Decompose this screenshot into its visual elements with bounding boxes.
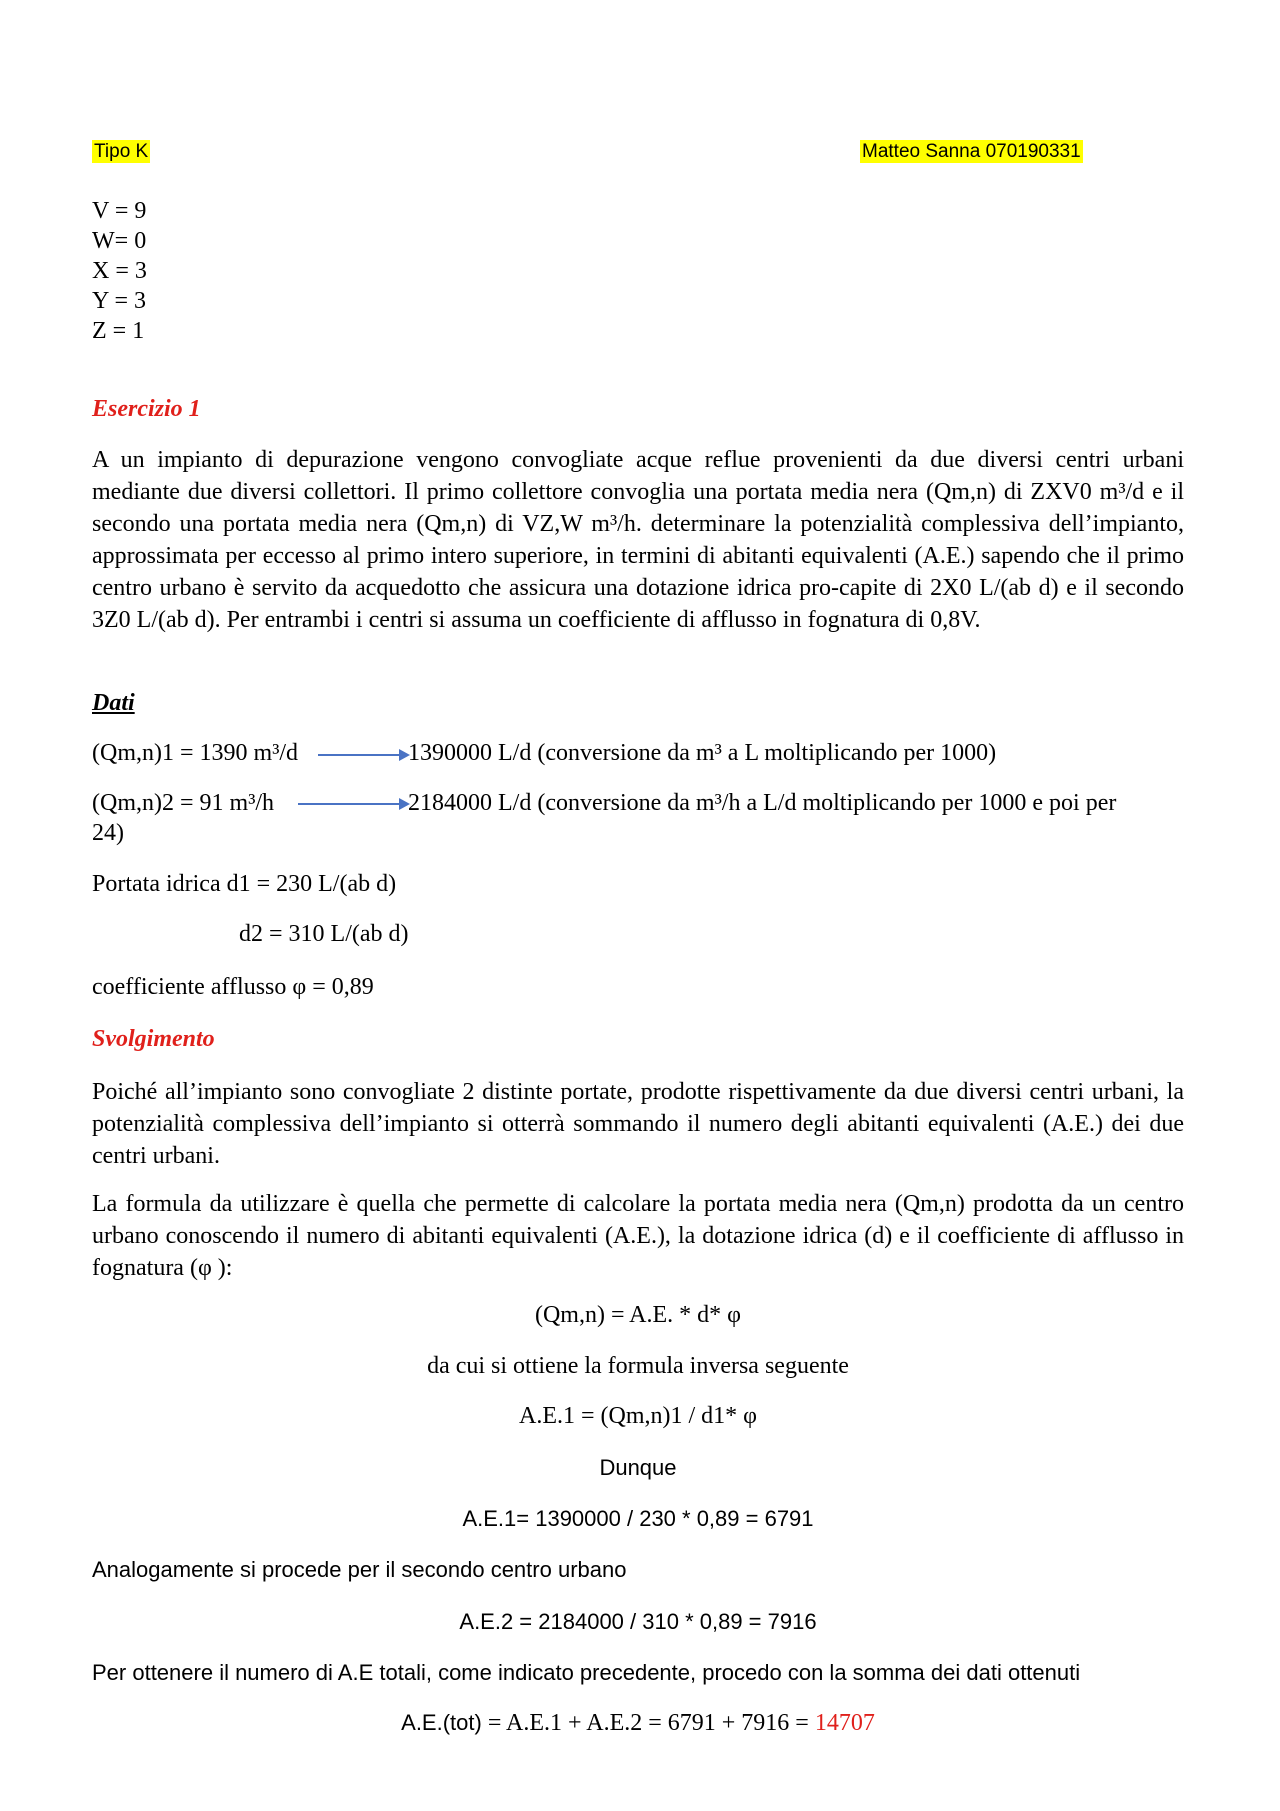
total-label: A.E.(tot) — [401, 1710, 482, 1735]
formula-inverse: A.E.1 = (Qm,n)1 / d1* φ — [518, 1403, 758, 1429]
calc-ae1: A.E.1= 1390000 / 230 * 0,89 = 6791 — [462, 1506, 814, 1531]
inverse-note: da cui si ottiene la formula inversa seguente — [427, 1353, 849, 1379]
total-result: 14707 — [814, 1710, 875, 1736]
svolgimento-title: Svolgimento — [92, 1026, 215, 1052]
author-label: Matteo Sanna 070190331 — [862, 141, 1081, 162]
author-tag — [860, 141, 1083, 163]
exercise-title: Esercizio 1 — [92, 396, 201, 422]
variable-w: W= 0 — [92, 228, 147, 254]
variable-y: Y = 3 — [92, 288, 146, 314]
formula-direct: (Qm,n) = A.E. * d* φ — [534, 1302, 742, 1328]
analog-note: Analogamente si procede per il secondo centro urbano — [92, 1557, 627, 1582]
svolgimento-paragraph-2: La formula da utilizzare è quella che permette di calcolare la portata media nera (Qm,n) prodotta da un centro urbano conoscendo il numero di abitanti equivalenti (A.E.), la dotazione idrica (d) e il coefficiente di afflusso in fognatura (φ ): — [92, 1191, 1184, 1281]
variables-list — [92, 196, 147, 346]
q1-left: (Qm,n)1 = 1390 m³/d — [92, 740, 299, 766]
arrow-right-icon — [298, 803, 408, 805]
coefficient-line: coefficiente afflusso φ = 0,89 — [92, 974, 374, 1000]
d1-line: Portata idrica d1 = 230 L/(ab d) — [92, 871, 397, 897]
svolgimento-paragraph-1: Poiché all’impianto sono convogliate 2 distinte portate, prodotte rispettivamente da due diversi centri urbani, la potenzialità complessiva dell’impianto si otterrà sommando il numero degli abitanti equivalenti (A.E.) dei due centri urbani. — [92, 1079, 1184, 1169]
q1-right: 1390000 L/d (conversione da m³ a L moltiplicando per 1000) — [408, 740, 997, 766]
arrow-right-icon — [318, 754, 408, 756]
calc-ae2: A.E.2 = 2184000 / 310 * 0,89 = 7916 — [459, 1609, 817, 1634]
q2-left: (Qm,n)2 = 91 m³/h — [92, 790, 275, 816]
variable-x: X = 3 — [92, 258, 147, 284]
variable-z: Z = 1 — [92, 318, 145, 344]
variable-v: V = 9 — [92, 198, 147, 224]
dunque-label: Dunque — [599, 1455, 677, 1480]
tipo-label: Tipo K — [94, 141, 149, 162]
total-line — [92, 1710, 1184, 1737]
dati-title: Dati — [92, 690, 135, 716]
total-expression: = A.E.1 + A.E.2 = 6791 + 7916 = — [481, 1710, 815, 1736]
exercise-text: A un impianto di depurazione vengono convogliate acque reflue provenienti da due diversi centri urbani mediante due diversi collettori. Il primo collettore convoglia una portata media nera (Qm,n) di ZXV0 m³/d e il secondo una portata media nera (Qm,n) di VZ,W m³/h. determinare la potenzialità complessiva dell’impianto, approssimata per eccesso al primo intero superiore, in termini di abitanti equivalenti (A.E.) sapendo che il primo centro urbano è servito da acquedotto che assicura una dotazione idrica pro-capite di 2X0 L/(ab d) e il secondo 3Z0 L/(ab d). Per entrambi i centri si assuma un coefficiente di afflusso in fognatura di 0,8V. — [92, 447, 1184, 633]
q2-right: 2184000 L/d (conversione da m³/h a L/d moltiplicando per 1000 e poi per — [408, 790, 1117, 816]
d2-line: d2 = 310 L/(ab d) — [239, 921, 409, 947]
tipo-tag — [92, 141, 150, 163]
total-note: Per ottenere il numero di A.E totali, come indicato precedente, procedo con la somma dei dati ottenuti — [92, 1660, 1081, 1685]
q2-continuation: 24) — [92, 820, 124, 846]
